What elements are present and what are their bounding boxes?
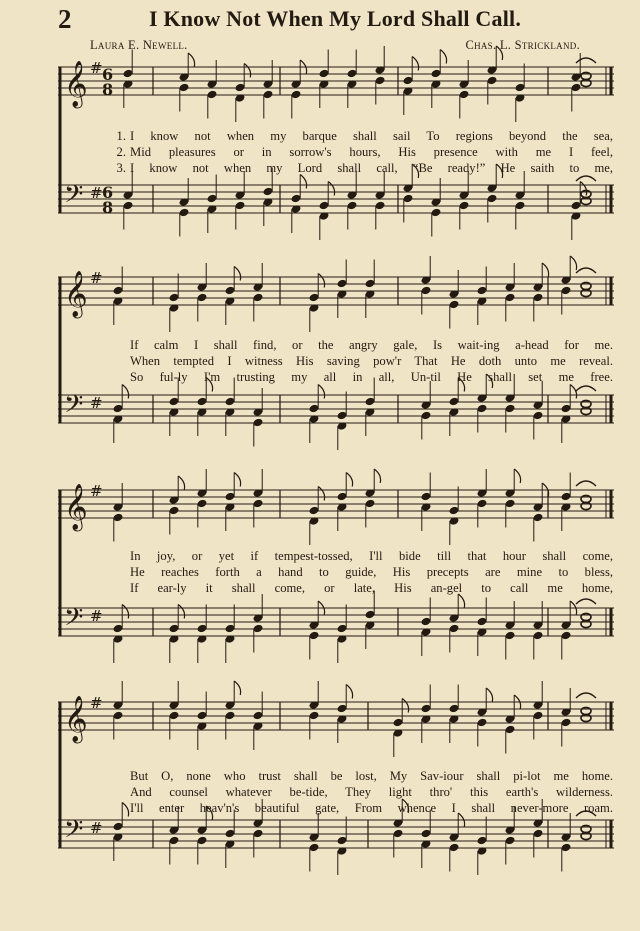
- note-flag: [122, 605, 128, 619]
- music-system-1: [58, 55, 614, 255]
- whole-note-head: [581, 197, 591, 204]
- whole-note-head: [581, 289, 591, 296]
- lyrics-block-2: [108, 337, 613, 385]
- bass-staff: [58, 374, 614, 450]
- time-signature-bottom: 8: [102, 198, 114, 217]
- lyric-line: I'll enter heav'n's beautiful gate, From whence I shall never-more roam.: [130, 801, 613, 815]
- note-flag: [188, 53, 194, 67]
- time-signature-top: 6: [102, 65, 114, 84]
- note-flag: [300, 175, 306, 189]
- fermata-icon: [576, 58, 596, 63]
- key-signature-sharp: #: [90, 394, 103, 412]
- fermata-icon: [576, 268, 596, 273]
- whole-note-head: [581, 620, 591, 627]
- note-flag: [458, 594, 464, 608]
- music-system-2: [58, 265, 614, 465]
- key-signature-sharp: #: [90, 482, 103, 500]
- lyric-line: So ful-ly I'm trusting my all in all, Un-til He shall set me free.: [130, 370, 613, 384]
- whole-note-head: [581, 832, 591, 839]
- lyric-line: When tempted I witness His saving pow'r That He doth unto me reveal.: [130, 354, 613, 368]
- author-credit: Laura E. Newell.: [90, 38, 188, 52]
- bass-staff: [58, 591, 614, 664]
- treble-clef-icon: 𝄞: [64, 271, 88, 317]
- fermata-icon: [576, 386, 596, 391]
- time-signature-top: 6: [102, 183, 114, 202]
- bass-clef-icon: 𝄢: [64, 815, 84, 850]
- note-flag: [346, 473, 352, 487]
- whole-note-head: [581, 714, 591, 721]
- fermata-icon: [576, 599, 596, 604]
- note-flag: [542, 263, 548, 277]
- lyric-line: He reaches forth a hand to guide, His precepts are mine to bless,: [130, 565, 613, 579]
- music-system-4: [58, 690, 614, 890]
- whole-note-head: [581, 707, 591, 714]
- key-signature-sharp: #: [90, 607, 103, 625]
- whole-note-head: [581, 72, 591, 79]
- note-flag: [178, 476, 184, 490]
- note-flag: [486, 688, 492, 702]
- treble-clef-icon: 𝄞: [64, 61, 88, 107]
- note-flag: [374, 469, 380, 483]
- note-flag: [244, 64, 250, 78]
- whole-note-head: [581, 282, 591, 289]
- note-flag: [412, 57, 418, 71]
- note-flag: [514, 469, 520, 483]
- fermata-icon: [576, 176, 596, 181]
- lyric-line: 3. I know not when my Lord shall call, “Be ready!” He saith to me,: [116, 161, 613, 175]
- lyric-line: And counsel whatever be-tide, They light thro' this earth's wilderness.: [130, 785, 613, 799]
- treble-staff: [58, 469, 614, 545]
- whole-note-head: [581, 400, 591, 407]
- note-flag: [318, 487, 324, 501]
- note-flag: [122, 385, 128, 399]
- treble-clef-icon: 𝄞: [64, 696, 88, 742]
- composer-credit: Chas. L. Strickland.: [465, 38, 580, 52]
- music-system-3: [58, 478, 614, 678]
- treble-staff: [58, 681, 614, 757]
- note-flag: [440, 50, 446, 64]
- bass-clef-icon: 𝄢: [64, 180, 84, 215]
- lyric-line: 1. I know not when my barque shall sail To regions beyond the sea,: [116, 129, 613, 143]
- whole-note-head: [581, 407, 591, 414]
- treble-staff: [58, 256, 614, 332]
- key-signature-sharp: #: [90, 59, 103, 77]
- time-signature-bottom: 8: [102, 80, 114, 99]
- whole-note-head: [581, 613, 591, 620]
- whole-note-head: [581, 495, 591, 502]
- note-flag: [318, 385, 324, 399]
- bass-clef-icon: 𝄢: [64, 390, 84, 425]
- lyric-line: If ear-ly it shall come, or late, His an-gel to call me home,: [130, 581, 613, 595]
- lyrics-block-4: [108, 768, 613, 816]
- key-signature-sharp: #: [90, 694, 103, 712]
- note-flag: [570, 256, 576, 270]
- note-flag: [234, 681, 240, 695]
- page-number: 2: [58, 4, 72, 34]
- note-flag: [402, 699, 408, 713]
- note-flag: [346, 685, 352, 699]
- treble-staff: [58, 46, 614, 122]
- fermata-icon: [576, 481, 596, 486]
- lyrics-block-3: [108, 548, 613, 596]
- key-signature-sharp: #: [90, 184, 103, 202]
- note-flag: [234, 267, 240, 281]
- fermata-icon: [576, 693, 596, 698]
- note-flag: [318, 274, 324, 288]
- lyric-line: But O, none who trust shall be lost, My Sav-iour shall pi-lot me home.: [130, 769, 613, 783]
- lyrics-block-1: [108, 128, 613, 176]
- lyric-line: If calm I shall find, or the angry gale, Is wait-ing a-head for me.: [130, 338, 613, 352]
- whole-note-head: [581, 502, 591, 509]
- hymn-title: I Know Not When My Lord Shall Call.: [148, 6, 522, 31]
- whole-note-head: [581, 79, 591, 86]
- note-flag: [178, 605, 184, 619]
- key-signature-sharp: #: [90, 269, 103, 287]
- key-signature-sharp: #: [90, 819, 103, 837]
- note-flag: [570, 385, 576, 399]
- note-flag: [328, 182, 334, 196]
- treble-clef-icon: 𝄞: [64, 484, 88, 530]
- whole-note-head: [581, 825, 591, 832]
- lyric-line: 2. Mid pleasures or in sorrow's hours, His presence with me I feel,: [116, 145, 613, 159]
- bass-clef-icon: 𝄢: [64, 603, 84, 638]
- lyric-line: In joy, or yet if tempest-tossed, I'll bide till that hour shall come,: [130, 549, 613, 563]
- note-flag: [234, 473, 240, 487]
